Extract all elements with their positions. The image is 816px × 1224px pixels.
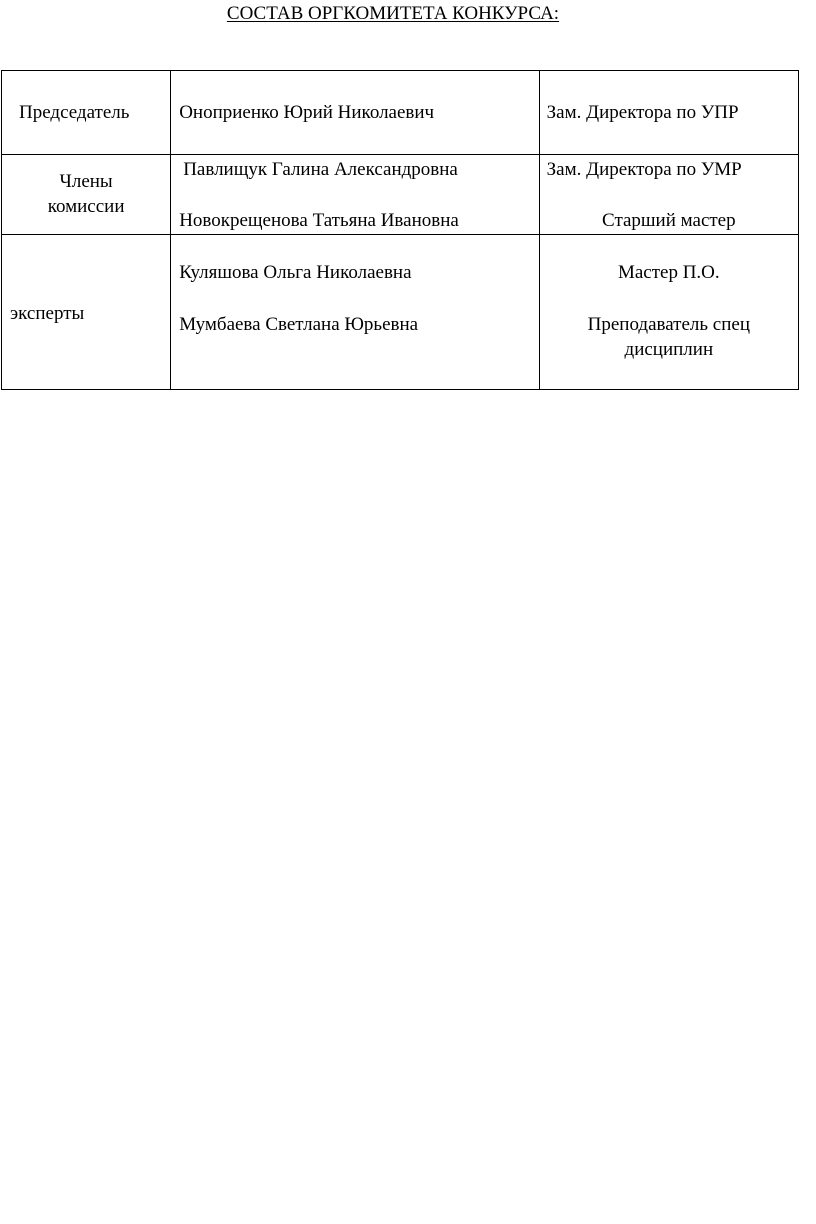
orgcommittee-table <box>1 70 799 390</box>
member-position-line: дисциплин <box>624 339 714 360</box>
member-position: Старший мастер <box>602 210 736 231</box>
table-row <box>2 235 799 390</box>
document-title: СОСТАВ ОРГКОМИТЕТА КОНКУРСА: <box>226 3 560 24</box>
member-position: Зам. Директора по УМР <box>546 159 742 180</box>
position-cell <box>539 235 798 390</box>
name-cell <box>171 71 539 155</box>
member-position-line: Преподаватель спец <box>587 314 751 335</box>
role-label: Председатель <box>19 102 130 123</box>
role-label: эксперты <box>10 303 85 324</box>
member-name: Павлищук Галина Александровна <box>183 159 458 180</box>
role-cell <box>2 235 171 390</box>
name-cell <box>171 155 539 235</box>
role-label-line: Члены <box>59 171 113 192</box>
name-cell <box>171 235 539 390</box>
member-name: Новокрещенова Татьяна Ивановна <box>179 210 459 231</box>
table-row <box>2 155 799 235</box>
role-cell <box>2 71 171 155</box>
member-position: Мастер П.О. <box>617 262 720 283</box>
table-row <box>2 71 799 155</box>
position-cell <box>539 155 798 235</box>
position-cell <box>539 71 798 155</box>
member-name: Куляшова Ольга Николаевна <box>179 262 412 283</box>
member-name: Оноприенко Юрий Николаевич <box>179 102 435 123</box>
role-label-line: комиссии <box>47 196 125 217</box>
member-name: Мумбаева Светлана Юрьевна <box>179 314 419 335</box>
member-position: Зам. Директора по УПР <box>546 102 739 123</box>
role-cell <box>2 155 171 235</box>
